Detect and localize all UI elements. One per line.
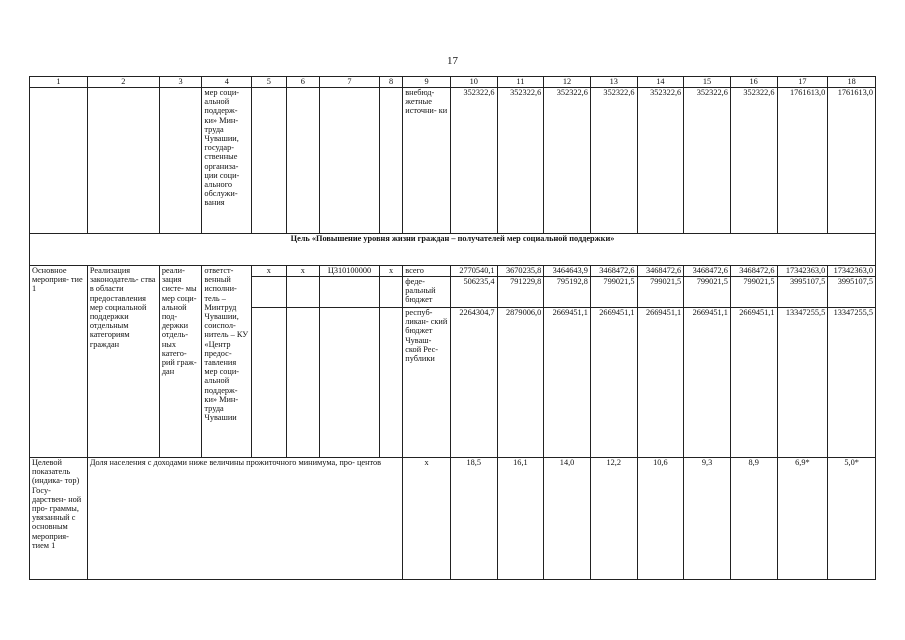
- value-cell: 1761613,0: [828, 88, 876, 234]
- indicator-value: 8,9: [730, 458, 777, 580]
- value-cell: 3468472,6: [590, 266, 637, 277]
- value-cell: 352322,6: [450, 88, 497, 234]
- value-cell: 2669451,1: [544, 308, 591, 458]
- indicator-row: [30, 458, 876, 580]
- value-cell: 17342363,0: [828, 266, 876, 277]
- funding-source: феде- ральный бюджет: [403, 277, 451, 308]
- value-cell: 17342363,0: [777, 266, 828, 277]
- value-cell: 3995107,5: [777, 277, 828, 308]
- measure-status: Основное мероприя- тие 1: [30, 266, 88, 458]
- indicator-value: 9,3: [684, 458, 731, 580]
- value-cell: 1761613,0: [777, 88, 828, 234]
- value-cell: 3468472,6: [730, 266, 777, 277]
- indicator-value: 14,0: [544, 458, 591, 580]
- indicator-value: 18,5: [450, 458, 497, 580]
- value-cell: 13347255,5: [828, 308, 876, 458]
- indicator-name: Доля населения с доходами ниже величины прожиточного минимума, про- центов: [87, 458, 402, 580]
- value-cell: 3468472,6: [637, 266, 684, 277]
- col-number: 11: [497, 77, 544, 88]
- value-cell: 799021,5: [684, 277, 731, 308]
- col-number: 9: [403, 77, 451, 88]
- goal-heading: Цель «Повышение уровня жизни граждан – получателей мер социальной поддержки»: [30, 234, 876, 266]
- funding-source: всего: [403, 266, 451, 277]
- value-cell: 3468472,6: [684, 266, 731, 277]
- funding-source: респуб- ликан- ский бюджет Чуваш- ской Рес- публики: [403, 308, 451, 458]
- col-number: 2: [87, 77, 159, 88]
- col-number: 4: [202, 77, 252, 88]
- col-number: 13: [590, 77, 637, 88]
- column-number-row: [30, 77, 876, 88]
- indicator-value: 6,9*: [777, 458, 828, 580]
- col-number: 18: [828, 77, 876, 88]
- indicator-value: 12,2: [590, 458, 637, 580]
- measure-row-total: [30, 266, 876, 277]
- code-cell: Ц310100000: [320, 266, 380, 277]
- value-cell: 799021,5: [637, 277, 684, 308]
- col-number: 1: [30, 77, 88, 88]
- indicator-mark: x: [403, 458, 451, 580]
- value-cell: 2669451,1: [590, 308, 637, 458]
- value-cell: 2770540,1: [450, 266, 497, 277]
- value-cell: 795192,8: [544, 277, 591, 308]
- col-number: 17: [777, 77, 828, 88]
- goal-row: [30, 234, 876, 266]
- value-cell: 799021,5: [590, 277, 637, 308]
- value-cell: 352322,6: [684, 88, 731, 234]
- value-cell: 3464643,9: [544, 266, 591, 277]
- col-number: 7: [320, 77, 380, 88]
- measure-name: Реализация законодатель- ства в области предоставления мер социальной поддержки отдельным категориям граждан: [87, 266, 159, 458]
- code-cell: x: [286, 266, 319, 277]
- indicator-label: Целевой показатель (индика- тор) Госу- дарствен- ной про- граммы, увязанный с основным мероприя- тием 1: [30, 458, 88, 580]
- col-number: 15: [684, 77, 731, 88]
- value-cell: 352322,6: [637, 88, 684, 234]
- col-number: 14: [637, 77, 684, 88]
- value-cell: 3995107,5: [828, 277, 876, 308]
- continued-row: [30, 88, 876, 234]
- value-cell: 2879006,0: [497, 308, 544, 458]
- value-cell: 506235,4: [450, 277, 497, 308]
- indicator-value: 16,1: [497, 458, 544, 580]
- value-cell: 3670235,8: [497, 266, 544, 277]
- funding-source: внебюд- жетные источни- ки: [403, 88, 451, 234]
- col-number: 10: [450, 77, 497, 88]
- col-number: 16: [730, 77, 777, 88]
- col-number: 3: [159, 77, 202, 88]
- code-cell: x: [252, 266, 286, 277]
- executor-cell: мер соци- альной поддерж- ки» Мин- труда Чувашии, государ- ственные организа- ции соци- ального обслужи- вания: [202, 88, 252, 234]
- col-number: 12: [544, 77, 591, 88]
- page-number: 17: [447, 55, 458, 67]
- program-table: [29, 76, 876, 580]
- value-cell: 352322,6: [544, 88, 591, 234]
- value-cell: 13347255,5: [777, 308, 828, 458]
- value-cell: 2264304,7: [450, 308, 497, 458]
- value-cell: 352322,6: [730, 88, 777, 234]
- value-cell: 791229,8: [497, 277, 544, 308]
- indicator-value: 5,0*: [828, 458, 876, 580]
- indicator-value: 10,6: [637, 458, 684, 580]
- value-cell: 2669451,1: [684, 308, 731, 458]
- col-number: 8: [379, 77, 402, 88]
- value-cell: 352322,6: [590, 88, 637, 234]
- value-cell: 352322,6: [497, 88, 544, 234]
- code-cell: x: [379, 266, 402, 277]
- col-number: 6: [286, 77, 319, 88]
- measure-subprogram: реали- зация систе- мы мер соци- альной под- держки отдель- ных катего- рий граж- дан: [159, 266, 202, 458]
- value-cell: 2669451,1: [637, 308, 684, 458]
- measure-executor: ответст- венный исполни- тель – Минтруд Чувашии, соиспол- нитель – КУ «Центр предос- тавления мер соци- альной поддерж- ки» Мин- труда Чувашии: [202, 266, 252, 458]
- col-number: 5: [252, 77, 286, 88]
- value-cell: 799021,5: [730, 277, 777, 308]
- value-cell: 2669451,1: [730, 308, 777, 458]
